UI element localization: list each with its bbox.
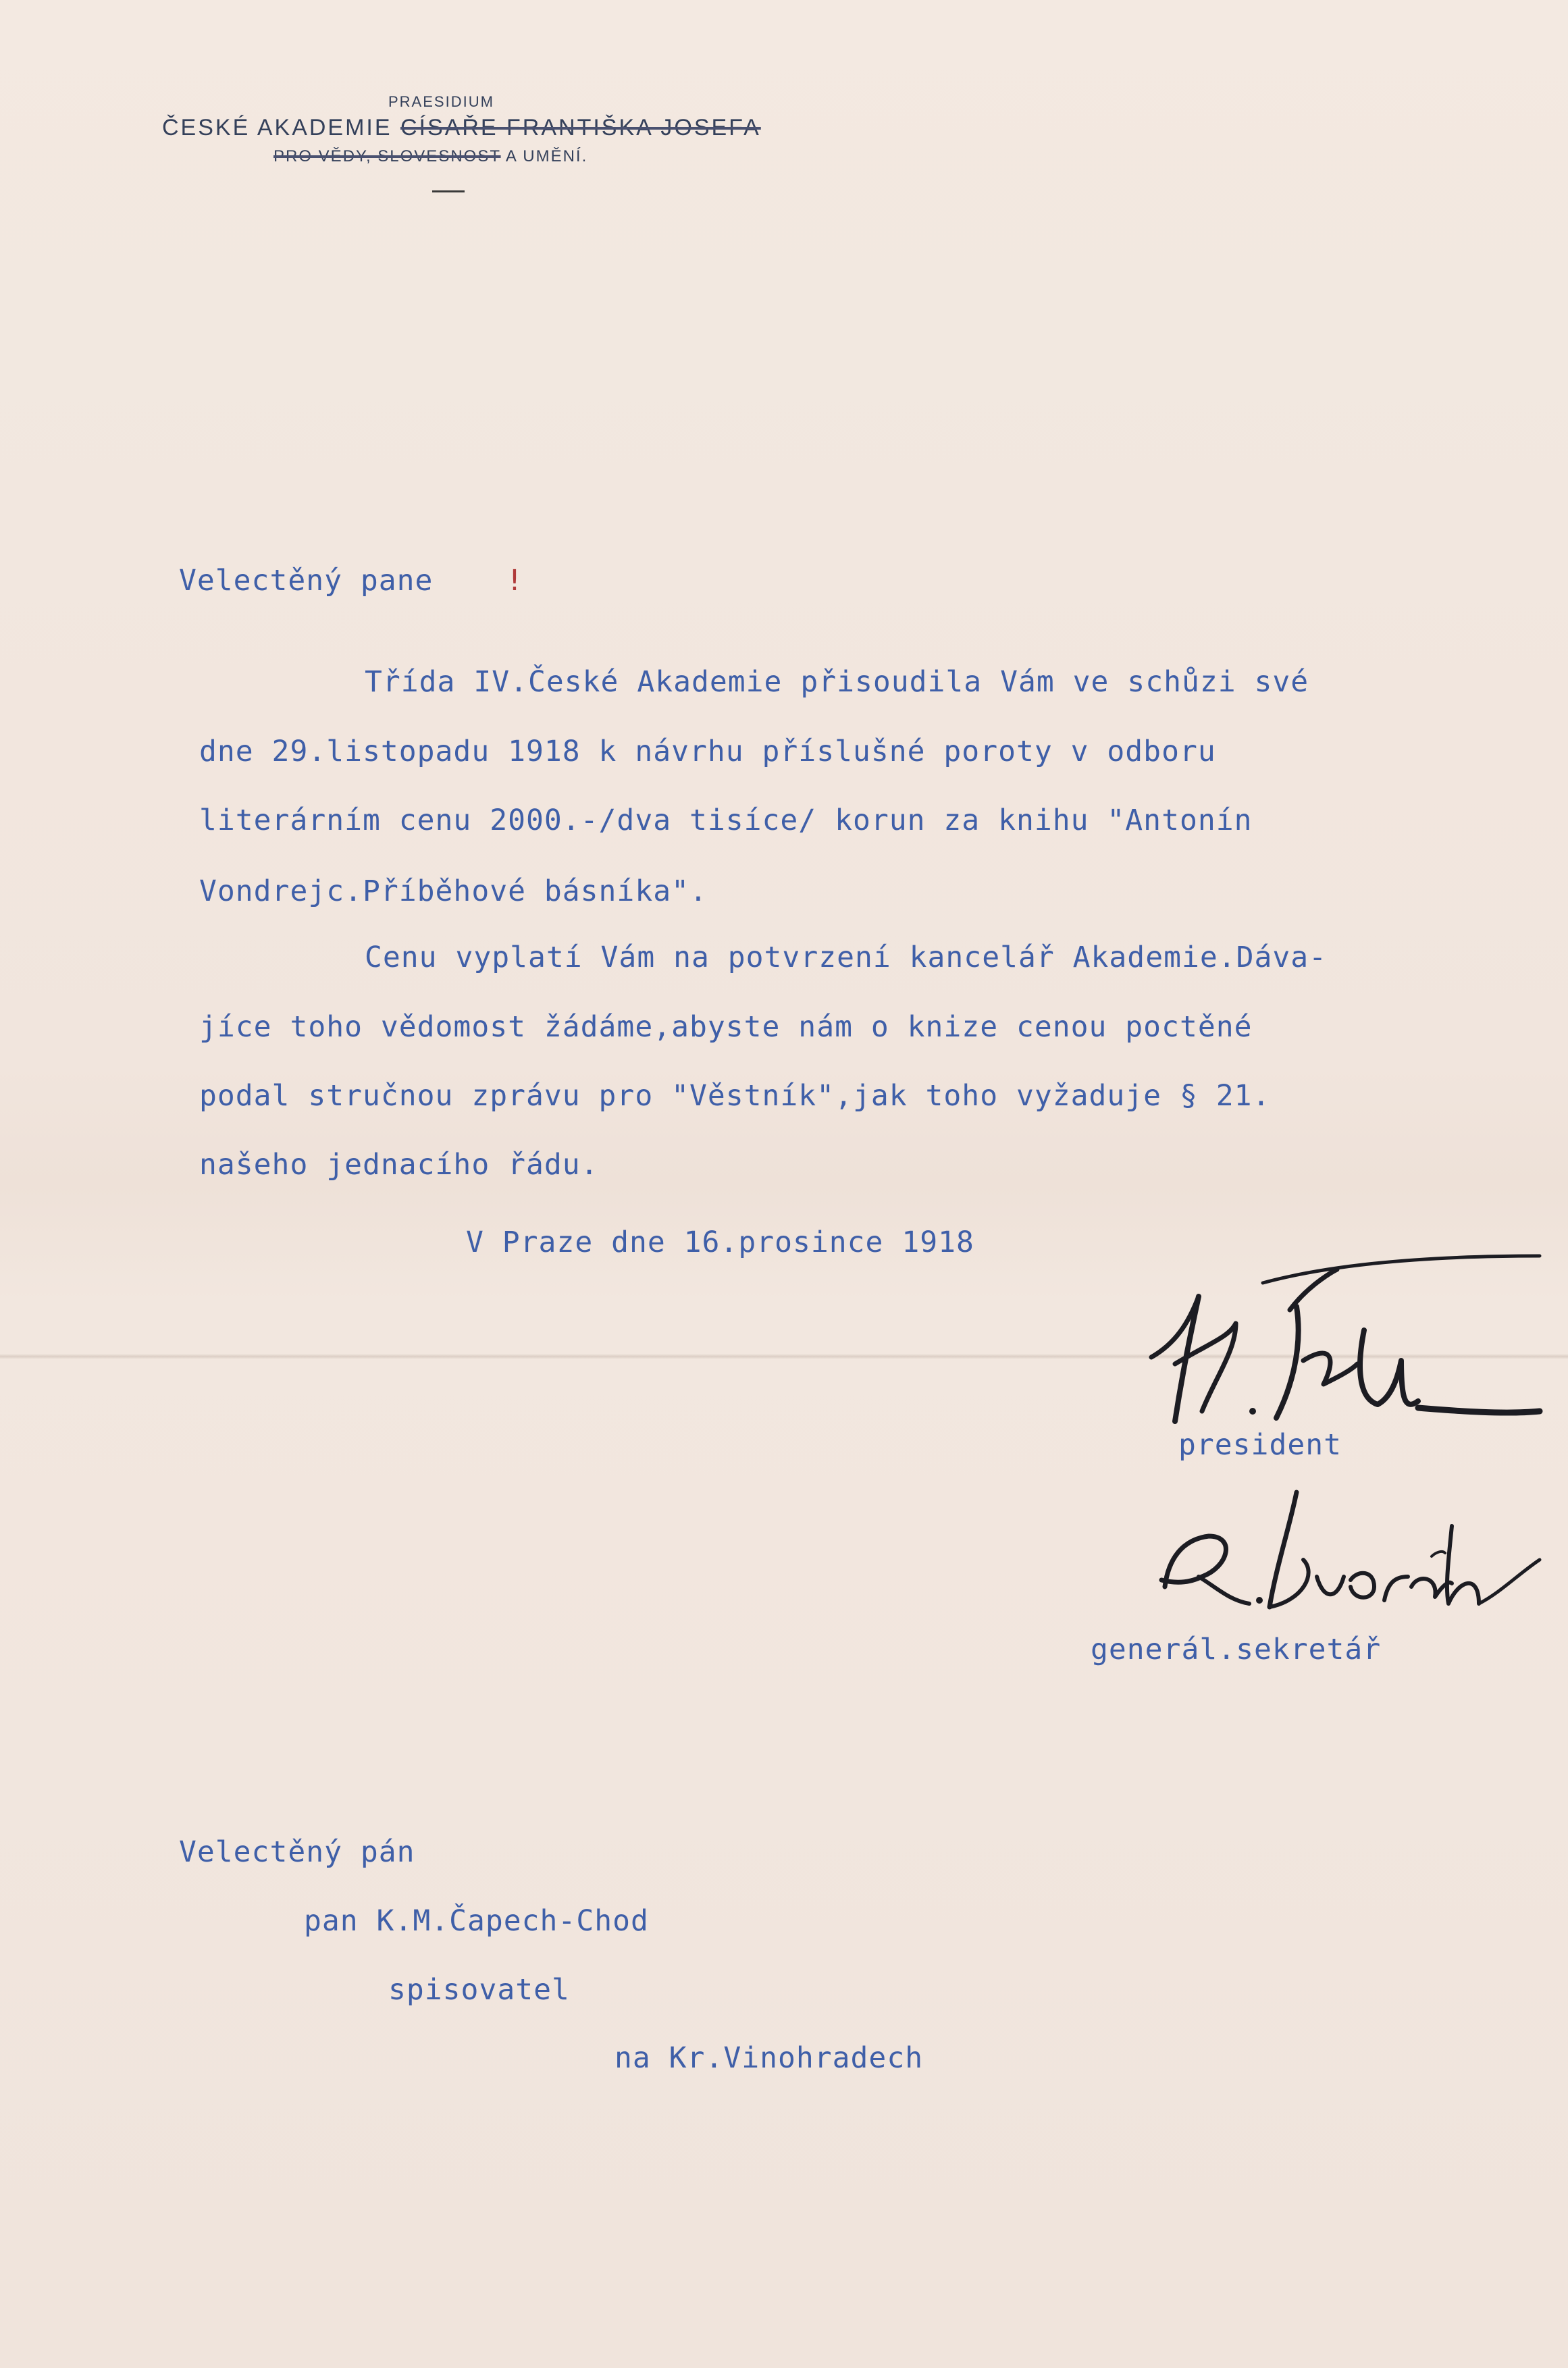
paragraph1-line1: Třída IV.České Akademie přisoudila Vám ve schůzi své — [365, 665, 1309, 699]
letterhead-line1 — [162, 115, 761, 141]
paragraph1-line3: literárním cenu 2000.-/dva tisíce/ korun za knihu "Antonín — [199, 804, 1253, 837]
paragraph2-line3: podal stručnou zprávu pro "Věstník",jak toho vyžaduje § 21. — [199, 1079, 1271, 1113]
letterhead-line2 — [273, 147, 587, 166]
letterhead-struck-emperor: CÍSAŘE FRANTIŠKA JOSEFA — [400, 115, 761, 140]
letterhead-arts: A UMĚNÍ. — [500, 147, 588, 165]
letterhead-academy: ČESKÉ AKADEMIE — [162, 115, 400, 140]
president-signature — [1134, 1242, 1553, 1445]
paragraph1-line2: dne 29.listopadu 1918 k návrhu příslušné poroty v odboru — [199, 735, 1216, 768]
president-label: president — [1178, 1428, 1342, 1462]
address-line2: pan K.M.Čapech-Chod — [304, 1904, 649, 1938]
letterhead-dash — [432, 190, 465, 192]
letterhead-praesidium: PRAESIDIUM — [388, 93, 494, 110]
salutation — [179, 564, 524, 598]
date-line: V Praze dne 16.prosince 1918 — [466, 1226, 974, 1259]
letterhead — [155, 86, 761, 221]
salutation-mark: ! — [506, 564, 524, 598]
address-line4: na Kr.Vinohradech — [615, 2041, 924, 2075]
address-line1: Velectěný pán — [179, 1835, 415, 1869]
letterhead-struck-fields: PRO VĚDY, SLOVESNOST — [273, 147, 501, 165]
secretary-signature — [1141, 1485, 1546, 1634]
paragraph2-line2: jíce toho vědomost žádáme,abyste nám o knize cenou poctěné — [199, 1010, 1253, 1044]
secretary-label: generál.sekretář — [1091, 1633, 1382, 1666]
address-line3: spisovatel — [388, 1973, 570, 2007]
paragraph1-line4: Vondrejc.Příběhové básníka". — [199, 874, 708, 908]
salutation-text: Velectěný pane — [179, 564, 434, 598]
paragraph2-line4: našeho jednacího řádu. — [199, 1148, 599, 1182]
paragraph2-line1: Cenu vyplatí Vám na potvrzení kancelář Akademie.Dáva- — [365, 941, 1328, 974]
